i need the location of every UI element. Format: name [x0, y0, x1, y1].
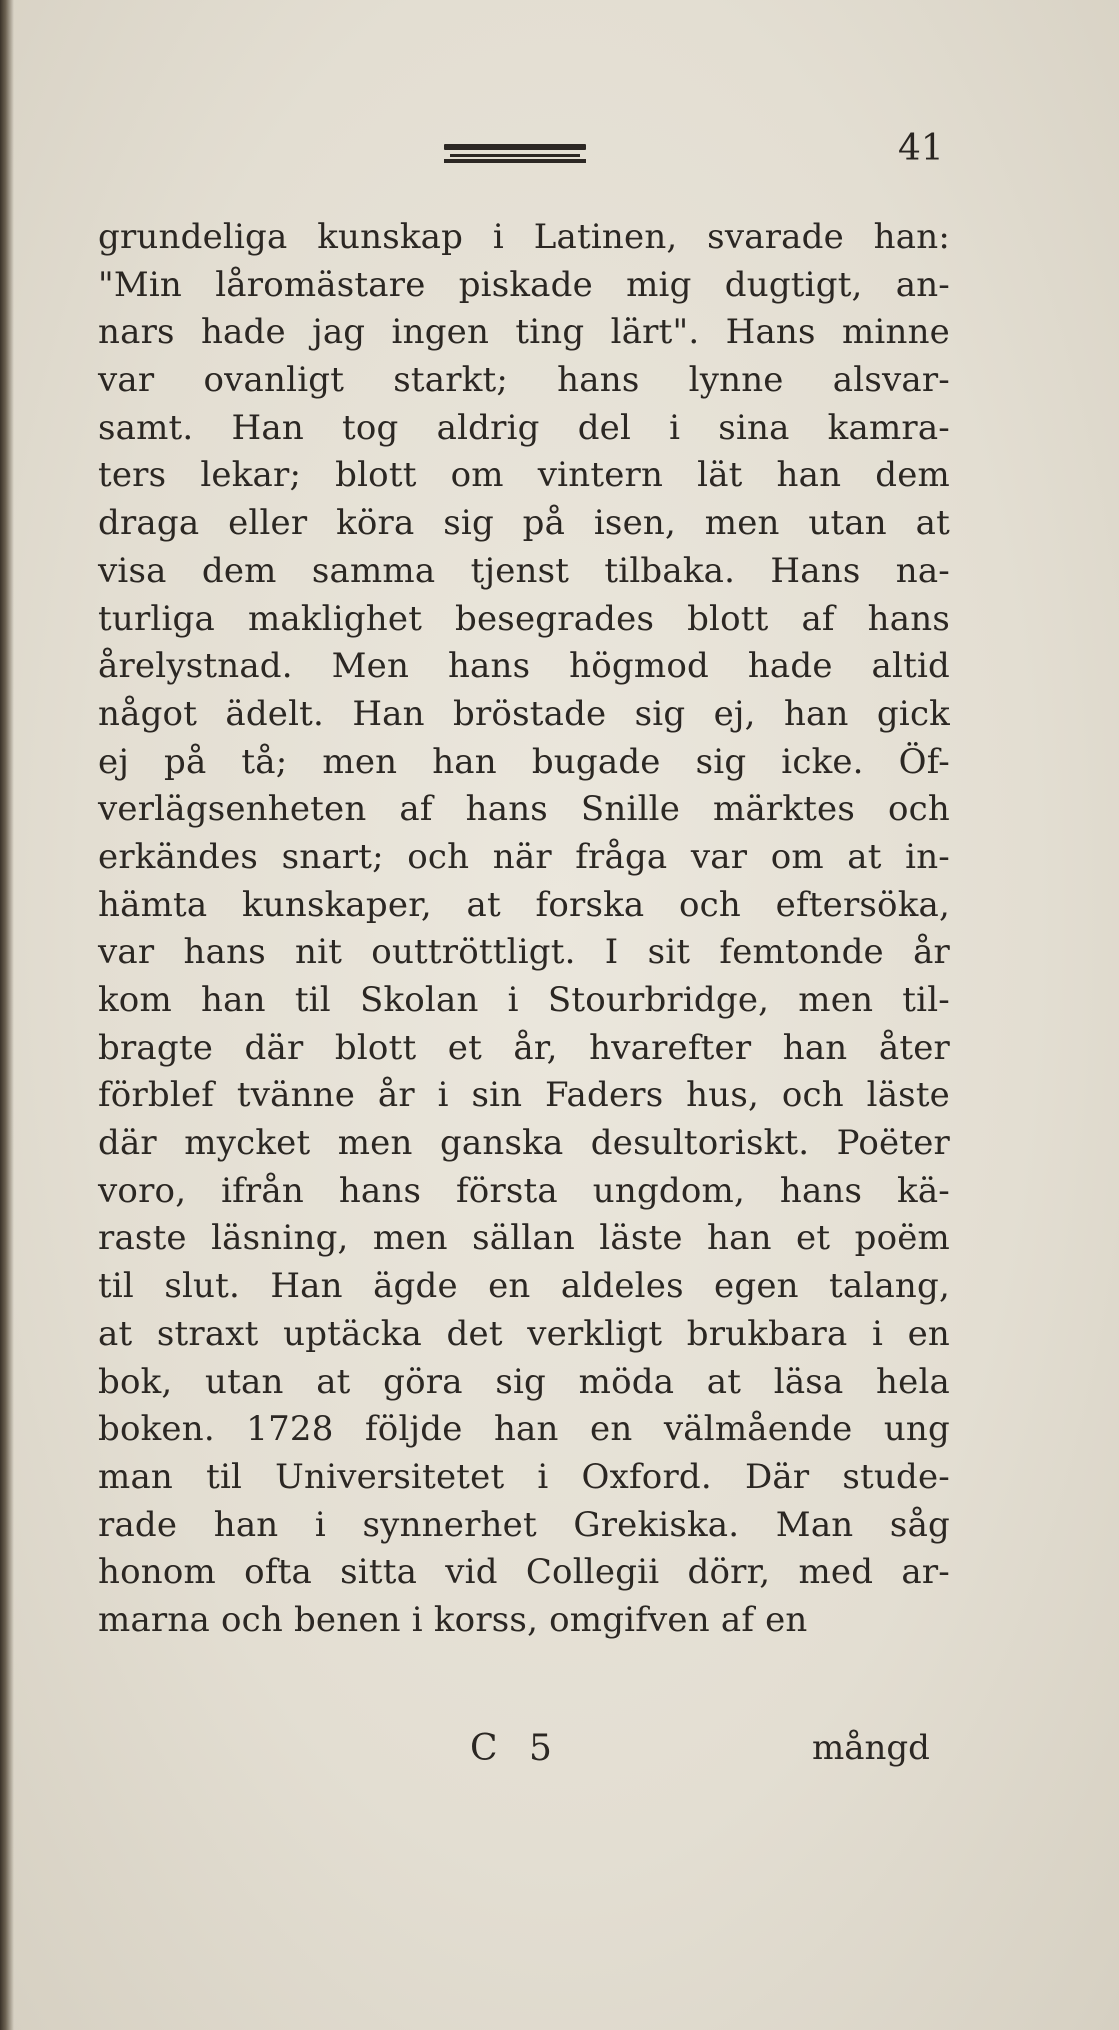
text-line: "Min låromästare piskade mig dugtigt, an- — [98, 264, 950, 305]
text-line: marna och benen i korss, omgifven af en — [98, 1599, 808, 1640]
page-number: 41 — [898, 128, 944, 169]
text-line: kom han til Skolan i Stourbridge, men til- — [98, 980, 950, 1020]
header-ornament-rule — [444, 144, 586, 164]
text-line: draga eller köra sig på isen, men utan at — [98, 503, 950, 544]
text-line: turliga maklighet besegrades blott af hans — [98, 598, 950, 639]
text-line: var hans nit outtröttligt. I sit femtonde år — [98, 932, 950, 973]
text-line: voro, ifrån hans första ungdom, hans kä- — [98, 1170, 950, 1211]
text-line: til slut. Han ägde en aldeles egen talang, — [98, 1266, 950, 1307]
text-line: hämta kunskaper, at forska och eftersöka, — [98, 884, 950, 925]
text-line: något ädelt. Han bröstade sig ej, han gick — [98, 693, 950, 734]
text-line: årelystnad. Men hans högmod hade altid — [98, 646, 950, 687]
text-line: samt. Han tog aldrig del i sina kamra- — [98, 407, 950, 448]
text-line: honom ofta sitta vid Collegii dörr, med ar- — [98, 1552, 950, 1593]
spine-edge — [0, 0, 14, 2030]
catchword: mångd — [812, 1728, 930, 1768]
text-line: ej på tå; men han bugade sig icke. Öf- — [98, 741, 950, 782]
text-line: förblef tvänne år i sin Faders hus, och läste — [98, 1075, 950, 1116]
text-line: nars hade jag ingen ting lärt". Hans minne — [98, 312, 950, 353]
text-line: verlägsenheten af hans Snille märktes och — [98, 789, 950, 830]
text-line: rade han i synnerhet Grekiska. Man såg — [98, 1504, 950, 1545]
text-line: raste läsning, men sällan läste han et poëm — [98, 1218, 950, 1259]
text-line: ters lekar; blott om vintern lät han dem — [98, 455, 950, 496]
text-line: bragte där blott et år, hvarefter han åter — [98, 1027, 950, 1068]
text-line: man til Universitetet i Oxford. Där stude- — [98, 1456, 950, 1497]
page-footer — [0, 1728, 1119, 1778]
body-text — [98, 214, 950, 1645]
signature-mark: C 5 — [470, 1728, 562, 1769]
text-line: där mycket men ganska desultoriskt. Poëter — [98, 1123, 950, 1164]
text-line: bok, utan at göra sig möda at läsa hela — [98, 1361, 950, 1402]
text-line: boken. 1728 följde han en välmående ung — [98, 1409, 950, 1450]
text-line: erkändes snart; och när fråga var om at in- — [98, 836, 950, 877]
text-line: var ovanligt starkt; hans lynne alsvar- — [98, 360, 950, 401]
text-line: visa dem samma tjenst tilbaka. Hans na- — [98, 550, 950, 591]
text-line: at straxt uptäcka det verkligt brukbara i en — [98, 1313, 950, 1354]
text-line: grundeliga kunskap i Latinen, svarade han: — [98, 217, 950, 257]
